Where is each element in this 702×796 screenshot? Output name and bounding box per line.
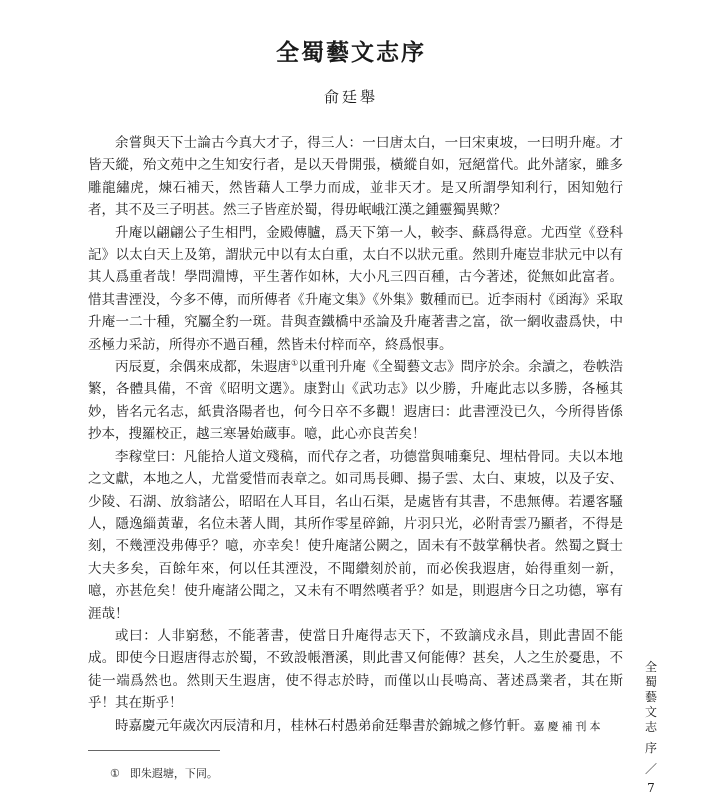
footnote-marker: ① (110, 767, 120, 780)
paragraph-text: 或曰：人非窮愁，不能著書，使當日升庵得志天下，不致謫戍永昌，則此書固不能成。即使今日遐唐得志於蜀，不致設帳潛溪，則此書又何能傳？甚矣，人之生於憂患，不徒一端爲然也。然則天生遐唐，使不得志於時，而僅以山長鳴高、著述爲業者，其在斯乎！其在斯乎！ (88, 627, 623, 712)
paragraph-text: 李稼堂曰：凡能拾人道文殘稿，而代存之者，功德當與哺棄兒、埋枯骨同。夫以本地之文獻，本地之人，尤當愛惜而表章之。如司馬長卿、揚子雲、太白、東坡，以及子安、少陵、石湖、放翁諸公，昭昭在人耳目，名山石渠，是處皆有其書，不患無傳。若遷客騷人，隱逸緇黃輩，名位未著人間，其所作零星碎錦，片羽只光，必附青雲乃顯者，不得是刻，不幾湮没弗傳乎？噫，亦幸矣！使升庵諸公闕之，固未有不鼓掌稱快者。然蜀之賢士大夫多矣，百餘年來，何以任其湮没，不聞纘刻於前，而必俟我遐唐，始得重刻一新，噫，亦甚危矣！使升庵諸公聞之，又未有不喟然嘆者乎？如是，則遐唐今日之功德，寧有涯哉！ (88, 448, 623, 622)
colophon-paragraph (88, 715, 623, 738)
footnote-reference[interactable]: ① (290, 358, 299, 368)
author-name: 俞廷舉 (323, 88, 378, 106)
page-number: 7 (647, 781, 655, 795)
paragraph (88, 625, 623, 715)
book-title-char: 文 (644, 705, 657, 719)
running-header (643, 660, 659, 796)
preface-body (88, 132, 623, 738)
paragraph-text: 升庵以翩翩公子生相門，金殿傳臚，爲天下第一人，較李、蘇爲得意。尤西堂《登科記》以太白天上及第，謂狀元中以有太白重，太白不以狀元重。然則升庵豈非狀元中以有其人爲重者哉！學問淵博，平生著作如林，大小凡三四百種，古今著述，從無如此富者。惜其書湮没，今多不傳，而所傳者《升庵文集》《外集》數種而已。近李雨村《函海》采取升庵一二十種，究屬全豹一斑。昔與查鐵橋中丞論及升庵著書之富，欲一網收盡爲快，中丞極力采訪，所得亦不過百種，然皆未付梓而卒，終爲恨事。 (88, 224, 623, 353)
footnote-divider (88, 750, 220, 751)
book-title-char: 志 (644, 720, 657, 734)
paragraph (88, 356, 623, 446)
section-label: 序 (644, 741, 657, 755)
book-title-char: 全 (644, 660, 657, 674)
paragraph-text: 余嘗與天下士論古今真大才子，得三人：一曰唐太白，一曰宋東坡，一曰明升庵。才皆天縱，殆文苑中之生知安行者，是以天骨開張，橫縱自如，冠絕當代。此外諸家，雖多雕龍繡虎，煉石補天，然皆藉人工學力而成，並非天才。是又所謂學知利行，困知勉行者，其不及三子明甚。然三子皆産於蜀，得毋岷峨江漢之鍾靈獨異歟？ (88, 135, 623, 219)
book-title-vertical (643, 660, 659, 735)
book-title-char: 藝 (644, 690, 657, 704)
edition-note: 嘉慶補刊本 (533, 719, 604, 733)
footnote-text: 即朱遐塘，下同。 (129, 767, 218, 780)
book-title-char: 蜀 (644, 675, 657, 689)
header-separator: ／ (644, 762, 657, 776)
colophon-text: 時嘉慶元年歲次丙辰清和月，桂林石村愚弟俞廷舉書於錦城之修竹軒。 (115, 717, 534, 734)
footnote (110, 765, 218, 781)
paragraph-text: 丙辰夏，余偶來成都，朱遐唐 (115, 359, 291, 376)
paragraph-text: 以重刊升庵《全蜀藝文志》問序於余。余讀之，卷帙浩繁，各體具備，不啻《昭明文選》。康對山《武功志》以少勝，升庵此志以多勝，各極其妙，皆名元名志，紙貴洛陽者也，何今日卒不多觀！遐唐曰：此書湮没已久，今所得皆係抄本，搜羅校正，越三寒暑始蔵事。噫，此心亦良苦矣！ (88, 359, 624, 443)
page-title: 全蜀藝文志序 (276, 39, 426, 66)
paragraph (88, 222, 623, 356)
paragraph (88, 446, 623, 625)
paragraph (88, 132, 623, 222)
